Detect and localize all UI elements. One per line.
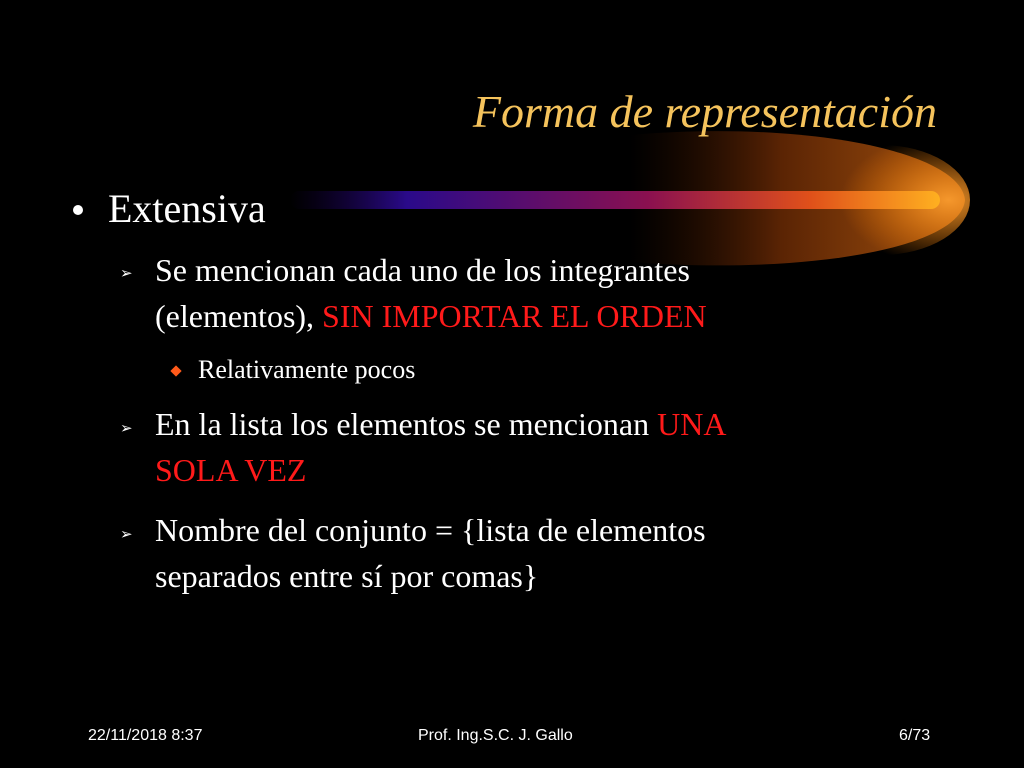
chevron-arrow-icon: ➢ [120,525,133,543]
subbullet-1-line2 [155,294,707,338]
comet-beam [290,191,940,209]
subbullet-1-line1: Se mencionan cada uno de los integrantes [155,252,690,288]
bullet-extensiva: Extensiva [108,186,266,231]
chevron-arrow-icon: ➢ [120,419,133,437]
subbullet-1-plain: (elementos), [155,298,323,334]
footer-page-number: 6/73 [899,727,931,744]
highlight-sola-vez: SOLA VEZ [155,452,307,488]
highlight-sin-importar: SIN IMPORTAR EL ORDEN [322,298,707,334]
page-title: Forma de representación [472,86,937,137]
subbullet-2-plain: En la lista los elementos se mencionan [155,406,658,442]
highlight-una: UNA [657,406,727,442]
chevron-arrow-icon: ➢ [120,264,133,282]
subbullet-3-line2: separados entre sí por comas} [155,558,539,594]
footer-date: 22/11/2018 8:37 [88,727,203,744]
subsub-bullet-text: Relativamente pocos [198,355,416,384]
round-dot-icon [73,205,83,215]
subbullet-3-line1: Nombre del conjunto = {lista de elementos [155,512,706,548]
footer-author: Prof. Ing.S.C. J. Gallo [418,727,573,744]
subbullet-2-line1 [155,402,726,446]
